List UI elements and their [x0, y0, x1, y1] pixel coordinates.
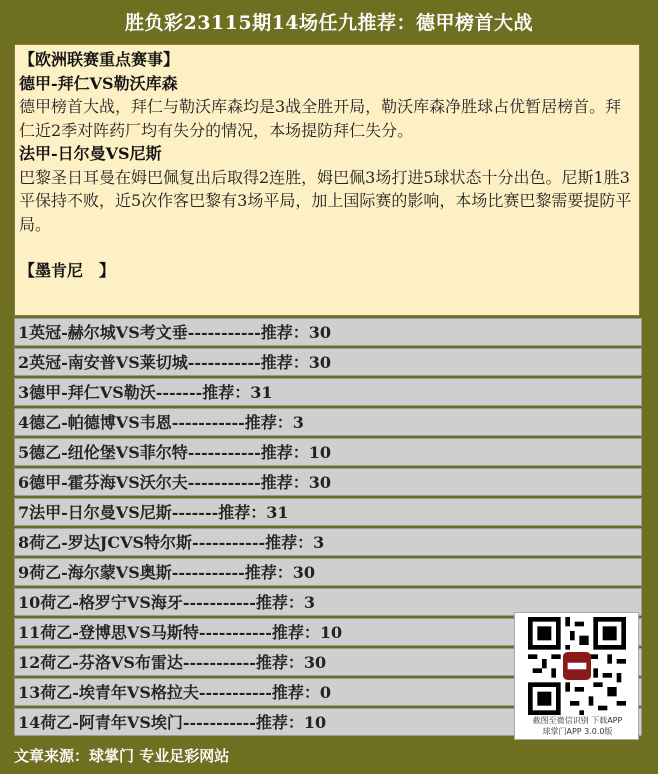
table-row: 10荷乙-格罗宁VS海牙-----------推荐：3 — [14, 588, 642, 616]
match1-title: 德甲-拜仁VS勒沃库森 — [19, 73, 178, 93]
table-row: 5德乙-纽伦堡VS菲尔特-----------推荐：10 — [14, 438, 642, 466]
table-row: 2英冠-南安普VS莱切城-----------推荐：30 — [14, 348, 642, 376]
source-footer: 文章来源：球掌门 专业足彩网站 — [14, 747, 230, 765]
qr-caption: 截图至微信识别 下载APP — [532, 716, 623, 725]
table-row: 8荷乙-罗达JCVS特尔斯-----------推荐：3 — [14, 528, 642, 556]
analysis-panel — [14, 44, 640, 316]
table-row: 7法甲-日尔曼VS尼斯-------推荐：31 — [14, 498, 642, 526]
table-row: 12荷乙-芬洛VS布雷达-----------推荐：30 — [14, 648, 642, 676]
section-heading: 【欧洲联赛重点赛事】 — [19, 50, 180, 69]
table-row: 4德乙-帕德博VS韦恩-----------推荐：3 — [14, 408, 642, 436]
match1-text: 德甲榜首大战，拜仁与勒沃库森均是3战全胜开局，勒沃库森净胜球占优暂居榜首。拜仁近2季对阵药厂均有失分的情况，本场提防拜仁失分。 — [19, 97, 622, 140]
table-row: 14荷乙-阿青年VS埃门-----------推荐：10 — [14, 708, 642, 736]
qr-code-block[interactable] — [514, 612, 639, 740]
table-row: 1英冠-赫尔城VS考文垂-----------推荐：30 — [14, 318, 642, 346]
match2-text: 巴黎圣日耳曼在姆巴佩复出后取得2连胜，姆巴佩3场打进5球状态十分出色。尼斯1胜3平保持不败，近5次作客巴黎有3场平局，加上国际赛的影响，本场比赛巴黎需要提防平局。 — [19, 167, 632, 234]
table-row: 9荷乙-海尔蒙VS奥斯-----------推荐：30 — [14, 558, 642, 586]
table-row: 11荷乙-登博思VS马斯特-----------推荐：10 — [14, 618, 642, 646]
table-row: 3德甲-拜仁VS勒沃-------推荐：31 — [14, 378, 642, 406]
qr-version: 球掌门APP 3.0.0版 — [542, 727, 613, 736]
table-row: 6德甲-霍芬海VS沃尔夫-----------推荐：30 — [14, 468, 642, 496]
author-tag: 【墨肯尼 】 — [19, 261, 116, 280]
qr-code-icon — [521, 617, 633, 715]
page-title: 胜负彩23115期14场任九推荐：德甲榜首大战 — [124, 12, 534, 34]
table-row: 13荷乙-埃青年VS格拉夫-----------推荐：0 — [14, 678, 642, 706]
match2-title: 法甲-日尔曼VS尼斯 — [19, 144, 162, 163]
